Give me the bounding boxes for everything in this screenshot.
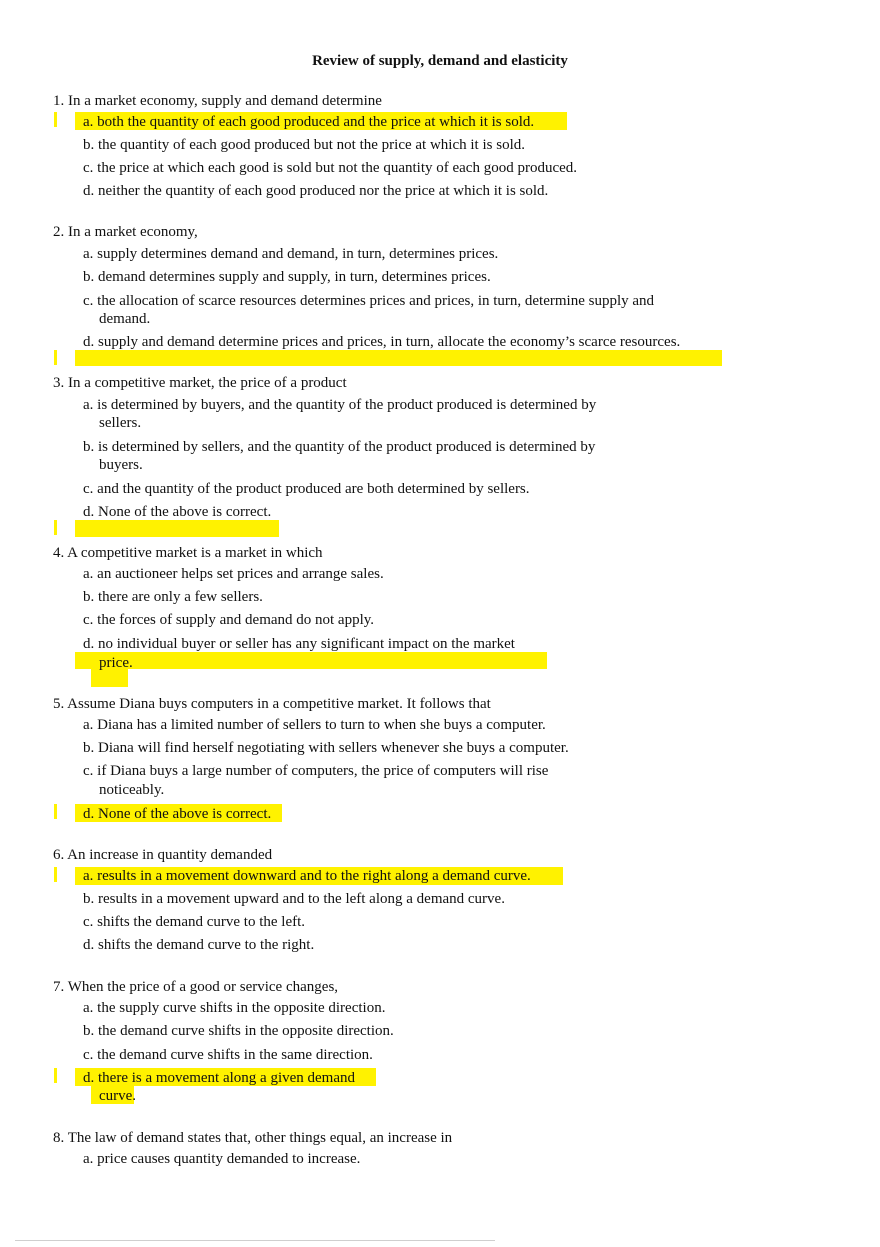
question-3-option-a: a. is determined by buyers, and the quantity of the product produced is determined by [83,397,597,413]
question-5-stem: 5. Assume Diana buys computers in a competitive market. It follows that [53,696,491,712]
highlight-marker-q6 [54,867,57,882]
question-7-option-b: b. the demand curve shifts in the opposite direction. [83,1023,394,1039]
question-7-stem: 7. When the price of a good or service changes, [53,979,339,995]
question-6-option-a: a. results in a movement downward and to the right along a demand curve. [83,868,531,884]
question-2-option-a: a. supply determines demand and demand, in turn, determines prices. [83,246,499,262]
question-4-option-a: a. an auctioneer helps set prices and arrange sales. [83,566,384,582]
question-3-option-c: c. and the quantity of the product produced are both determined by sellers. [83,481,530,497]
question-4-option-d: d. no individual buyer or seller has any significant impact on the market [83,636,515,652]
question-3-option-b-cont: buyers. [99,457,143,473]
question-6-option-b: b. results in a movement upward and to the left along a demand curve. [83,891,505,907]
question-3-option-d: d. None of the above is correct. [83,504,272,520]
highlight-q3-d [75,520,279,537]
question-4-option-b: b. there are only a few sellers. [83,589,263,605]
question-3-option-b: b. is determined by sellers, and the quantity of the product produced is determined by [83,439,596,455]
question-8-option-a: a. price causes quantity demanded to increase. [83,1151,361,1167]
question-1-option-d: d. neither the quantity of each good produced nor the price at which it is sold. [83,183,549,199]
question-5-option-c: c. if Diana buys a large number of computers, the price of computers will rise [83,763,549,779]
question-5-option-a: a. Diana has a limited number of sellers to turn to when she buys a computer. [83,717,546,733]
highlight-marker-q1 [54,112,57,127]
question-2-stem: 2. In a market economy, [53,224,198,240]
question-4-option-d-cont: price. [99,655,133,671]
question-2-option-c-cont: demand. [99,311,151,327]
page-title: Review of supply, demand and elasticity [312,53,568,69]
highlight-marker-q3 [54,520,57,535]
question-1-option-c: c. the price at which each good is sold but not the quantity of each good produced. [83,160,578,176]
question-4-option-c: c. the forces of supply and demand do not apply. [83,612,375,628]
question-2-option-c: c. the allocation of scarce resources determines prices and prices, in turn, determine supply and [83,293,655,309]
question-6-option-c: c. shifts the demand curve to the left. [83,914,306,930]
question-5-option-d: d. None of the above is correct. [83,806,272,822]
question-1-stem: 1. In a market economy, supply and demand determine [53,93,382,109]
question-1-option-b: b. the quantity of each good produced but not the price at which it is sold. [83,137,525,153]
highlight-q2-d [75,350,722,366]
highlight-marker-q5 [54,804,57,819]
question-3-stem: 3. In a competitive market, the price of a product [53,375,347,391]
question-4-stem: 4. A competitive market is a market in which [53,545,323,561]
question-6-option-d: d. shifts the demand curve to the right. [83,937,315,953]
question-7-option-d: d. there is a movement along a given demand [83,1070,355,1086]
page-bottom-rule [15,1240,495,1241]
question-2-option-b: b. demand determines supply and supply, in turn, determines prices. [83,269,491,285]
question-2-option-d: d. supply and demand determine prices and prices, in turn, allocate the economy’s scarce resources. [83,334,681,350]
question-3-option-a-cont: sellers. [99,415,142,431]
question-7-option-c: c. the demand curve shifts in the same direction. [83,1047,373,1063]
highlight-q4-d [75,652,547,669]
question-6-stem: 6. An increase in quantity demanded [53,847,273,863]
question-5-option-c-cont: noticeably. [99,782,165,798]
question-8-stem: 8. The law of demand states that, other things equal, an increase in [53,1130,453,1146]
question-5-option-b: b. Diana will find herself negotiating with sellers whenever she buys a computer. [83,740,569,756]
question-7-option-d-cont: curve. [99,1088,137,1104]
question-1-option-a: a. both the quantity of each good produced and the price at which it is sold. [83,114,535,130]
highlight-marker-q7 [54,1068,57,1083]
highlight-marker-q2 [54,350,57,365]
question-7-option-a: a. the supply curve shifts in the opposite direction. [83,1000,386,1016]
